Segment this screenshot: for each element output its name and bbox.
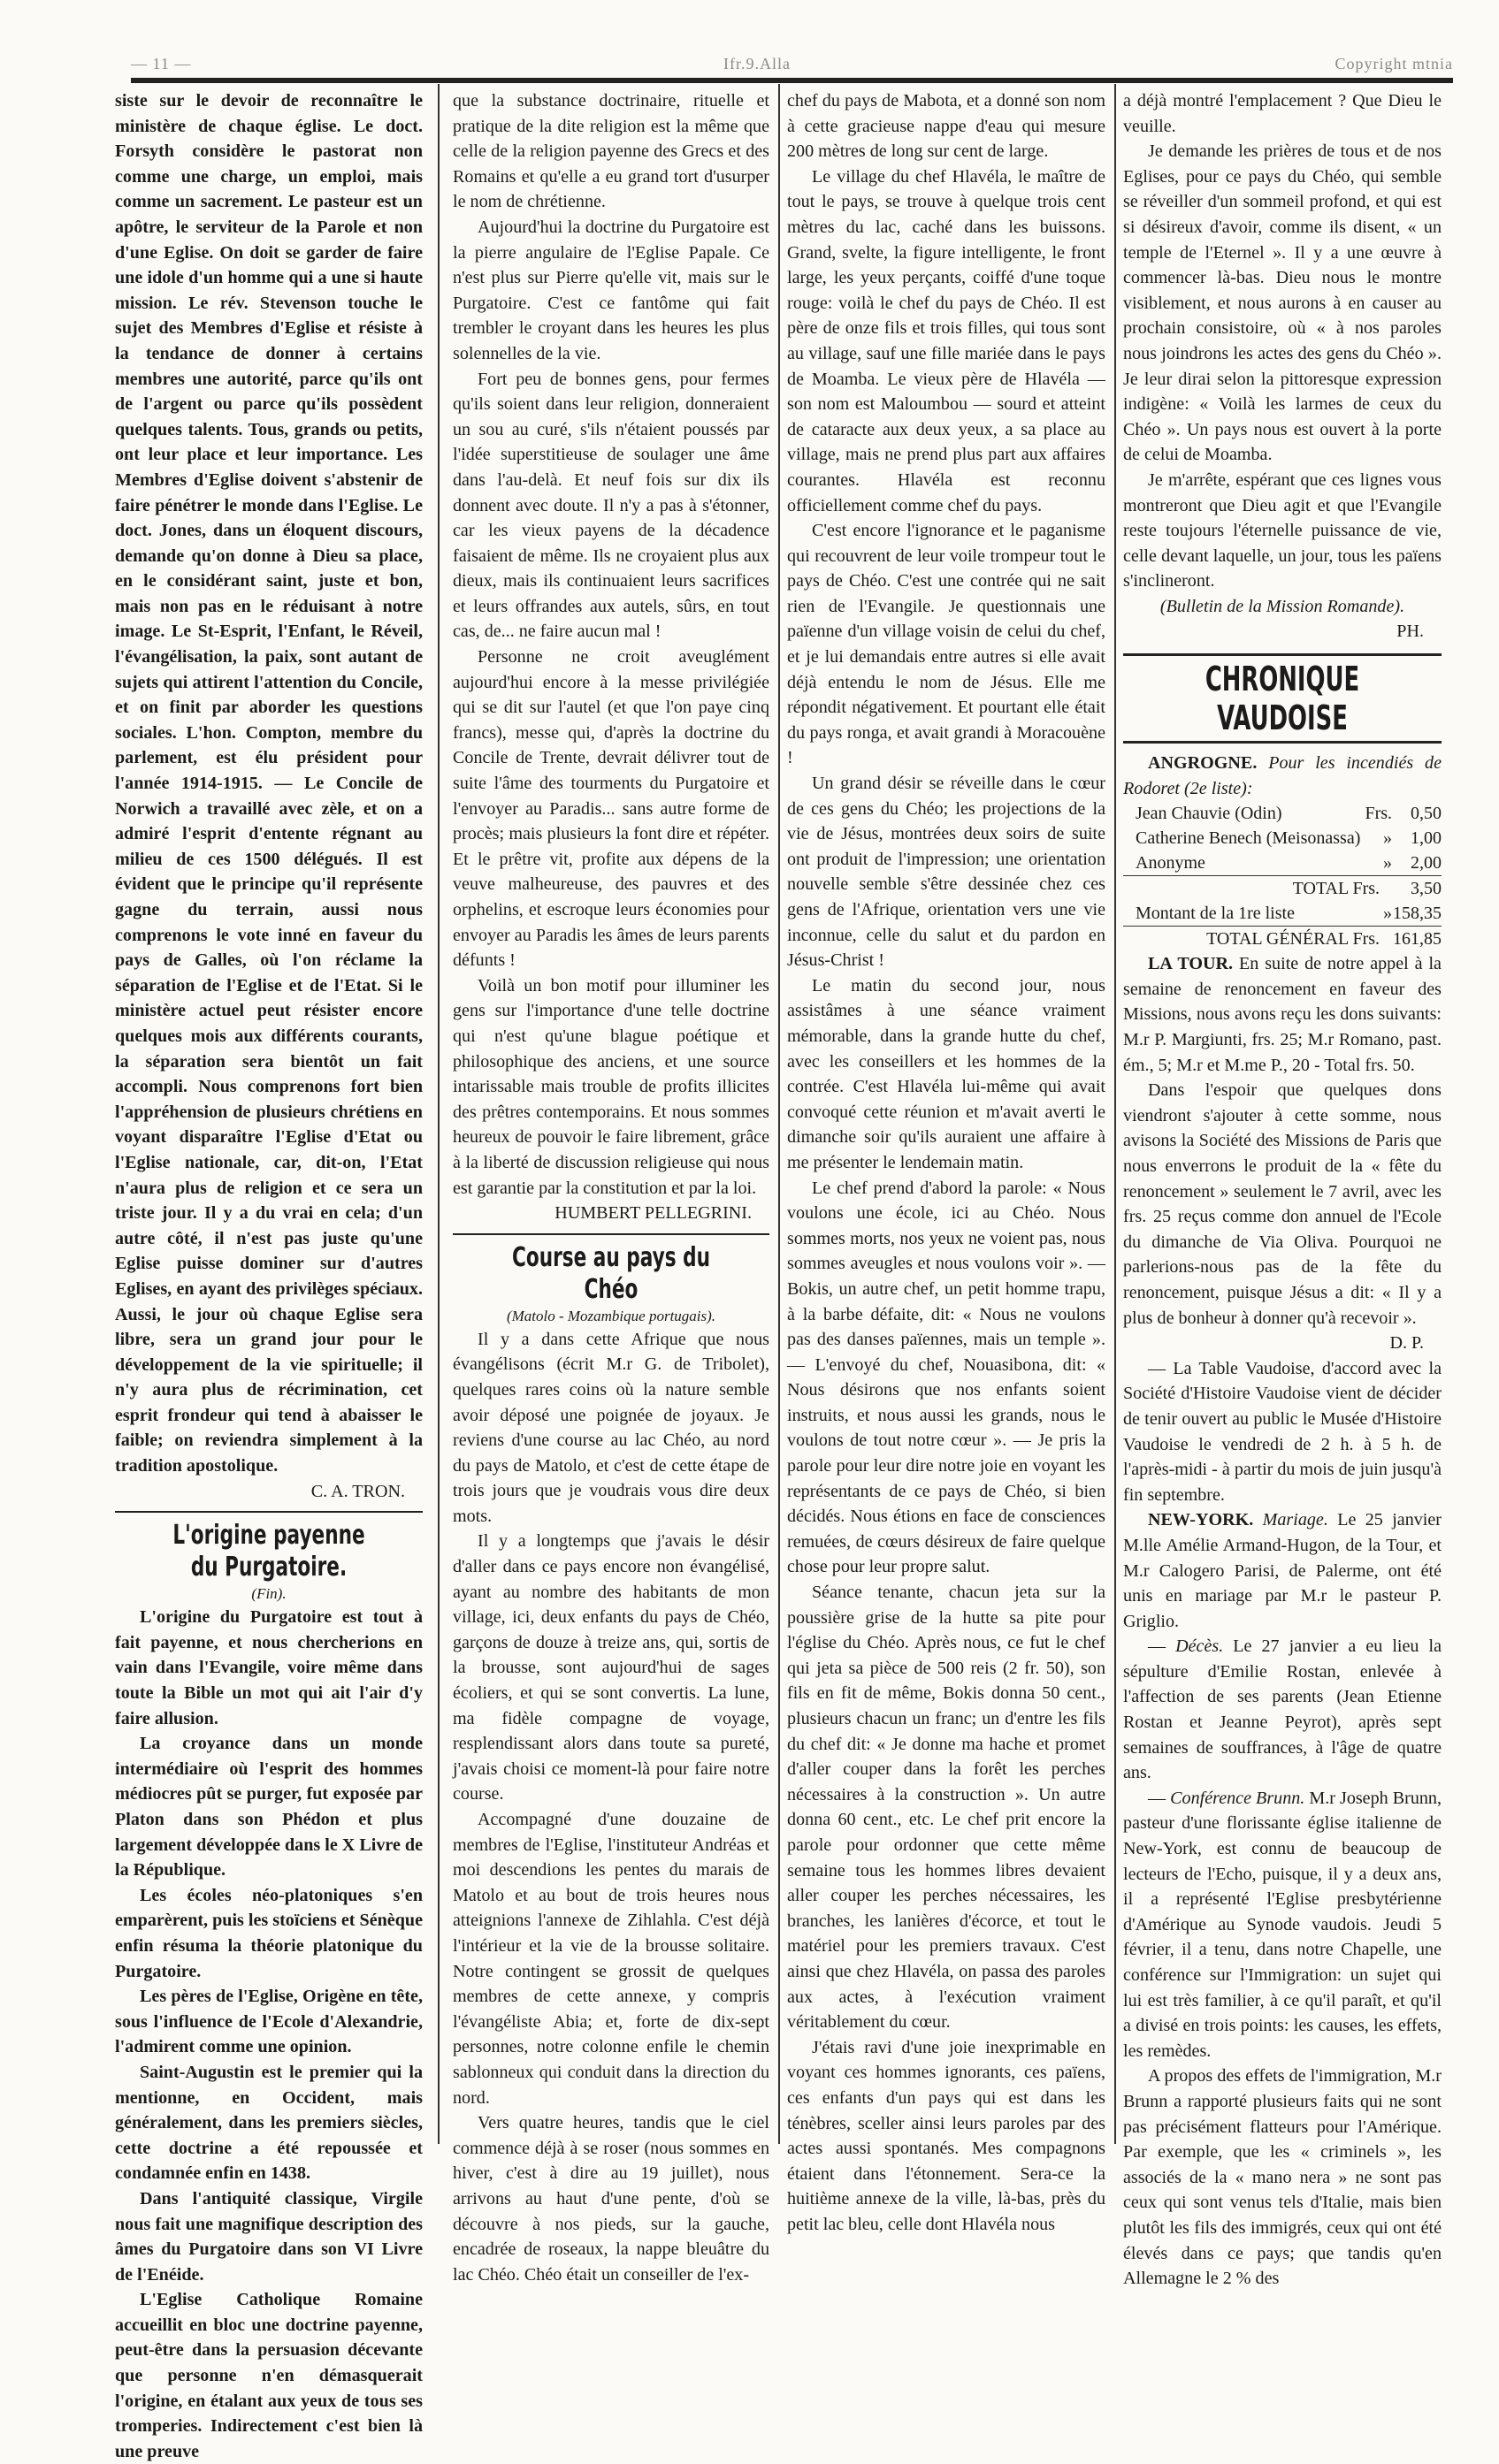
subscriber-unit: » — [1383, 853, 1393, 873]
header-right-mark: Copyright mtnia — [1335, 55, 1453, 72]
chronique-header — [1123, 653, 1442, 744]
article-paragraph: J'étais ravi d'une joie inexprimable en voyant ces hommes ignorants, ces païens, ces enfants d'un pays qui est dans les ténèbres, sceller ainsi leurs paroles par des actes aussi spontanés. Mes compagnons étaient dans l'étonnement. Sera-ce la huitième annexe de la ville, là-bas, près du petit lac bleu, celle dont Hlavéla nous — [787, 2037, 1105, 2234]
conference-label: Conférence Brunn. — [1170, 1788, 1305, 1808]
column-rule-3 — [1114, 84, 1116, 2144]
article-paragraph: chef du pays de Mabota, et a donné son nom à cette gracieuse nappe d'eau qui mesure 200 mètres de long sur cent de large. — [787, 91, 1105, 162]
article-signature: PH. — [1396, 622, 1424, 642]
place-name: LA TOUR. — [1148, 954, 1234, 974]
article-signature: C. A. TRON. — [310, 1481, 405, 1501]
article-paragraph: A propos des effets de l'immigration, M.r Brunn a rapporté plusieurs faits qui ne sont pas précisément flatteurs pour l'Amérique. Par exemple, que les « criminels », les associés de la « mano nera » ne sont pas ceux qui sont venus tels d'Italie, mais bien plutôt les fils des immigrés, ceux qui ont été élevés dans ce pays; que tandis qu'en Allemagne le 2 % des — [1123, 2066, 1442, 2289]
total-label: TOTAL Frs. — [1123, 876, 1392, 902]
article-paragraph: Vers quatre heures, tandis que le ciel commence déjà à se roser (nous sommes en hiver, c'est à dire au 19 juillet), nous arrivons au haut d'une pente, d'où se découvre à nos pieds, sur la gauche, encadrée de roseaux, la nappe bleuâtre du lac Chéo. Chéo était un conseiller de l'ex- — [453, 2113, 769, 2285]
header-center-mark: Ifr.9.Alla — [723, 55, 791, 72]
subscription-table — [1123, 801, 1442, 951]
article-paragraph: Personne ne croit aveuglément aujourd'hui encore à la messe privilégiée qui se dit sur l'autel (et que l'on paye cinq francs), messe qui, d'après la doctrine du Concile de Trente, devrait délivrer tout de suite l'âme des tourments du Purgatoire et l'envoyer au Paradis... sans autre forme de procès; mais plusieurs la font dire et répéter. Et le prêtre vit, profite aux dépens de la veuve malheureuse, des pauvres et des orphelins, et escroque leurs économies pour envoyer au Paradis les âmes de leurs parents défunts ! — [453, 647, 769, 971]
article-title-course: Course au pays du Chéo — [512, 1241, 710, 1305]
place-name: NEW-YORK. — [1148, 1510, 1254, 1530]
conference-text: M.r Joseph Brunn, pasteur d'une florissante église italienne de New-York, est connu de beaucoup de lecteurs de l'Echo, puisque, il y a deux ans, il a représenté l'Eglise presbytérienne d'Amérique au Synode vaudois. Jeudi 5 février, il a tenu, dans notre Chapelle, une conférence sur l'Immigration: un sujet qui lui est très familier, à ce qu'il paraît, et qu'il a divisé en trois points: les causes, les effets, les remèdes. — [1123, 1788, 1442, 2061]
subscriber-amount: 1,00 — [1411, 828, 1442, 849]
subscription-row — [1123, 826, 1442, 851]
column-3 — [787, 88, 1105, 2234]
article-signature: D. P. — [1389, 1333, 1424, 1354]
prev-amount: 158,35 — [1393, 904, 1442, 924]
column-2 — [453, 88, 769, 2285]
subscription-total-row — [1123, 876, 1442, 902]
article-paragraph: a déjà montré l'emplacement ? Que Dieu le veuille. — [1123, 91, 1442, 136]
article-paragraph: L'Eglise Catholique Romaine accueillit en bloc une doctrine payenne, peut-être dans la persuasion décevante que personne n'en démasquerait l'origine, en étalant aux yeux de tous ses tromperies. Indirectement c'est bien là une preuve — [115, 2290, 423, 2461]
subscriber-amount: 2,00 — [1411, 853, 1442, 873]
section-divider — [453, 1233, 769, 1235]
mariage-text: Le 25 janvier M.lle Amélie Armand-Hugon, de la Tour, et M.r Calogero Parisi, de Palerme, ont été unis en mariage par M.r le pasteur P. Griglio. — [1123, 1510, 1442, 1631]
article-source: (Bulletin de la Mission Romande). — [1159, 596, 1405, 616]
article-paragraph: Fort peu de bonnes gens, pour fermes qu'ils soient dans leur religion, donneraient un sou au curé, s'ils n'étaient poussés par l'idée superstitieuse de soulager une âme dans l'au-delà. Et neuf fois sur dix ils donnent avec doute. Il n'y a pas à s'étonner, car les vieux payens de la décadence faisaient de même. Ils ne croyaient plus aux dieux, mais ils continuaient leurs sacrifices et leurs offrandes aux autels, sûrs, en tout cas, de... ne faire aucun mal ! — [453, 369, 769, 642]
article-paragraph: C'est encore l'ignorance et le paganisme qui recouvrent de leur voile trompeur tout le pays de Chéo. C'est une contrée qui ne sait rien de l'Evangile. Je questionnais une païenne d'un village voisin de celui du chef, et je lui demandais entre autres si elle avait déjà entendu le nom de Jésus. Elle me répondit négativement. Et pourtant elle était du pays ronga, et avait grandi à Moracouène ! — [787, 521, 1105, 768]
header-page-number: — 11 — — [131, 55, 192, 72]
article-signature: HUMBERT PELLEGRINI. — [554, 1203, 752, 1224]
article-paragraph: Dans l'antiquité classique, Virgile nous fait une magnifique description des âmes du Purgatoire dans son VI Livre de l'Enéide. — [115, 2188, 423, 2285]
subscription-row — [1123, 851, 1442, 876]
grand-total-label: TOTAL GÉNÉRAL Frs. — [1123, 927, 1392, 952]
article-paragraph: Un grand désir se réveille dans le cœur de ces gens du Chéo; les projections de la vie de Jésus, montrées deux soirs de suite ont produit de l'impression; une orientation nouvelle semble s'être dessinée chez ces gens de l'Afrique, orientation vers une vie inconnue, celle du salut et du pardon en Jésus-Christ ! — [787, 774, 1105, 971]
subscriber-name: Catherine Benech (Meisonassa) — [1136, 828, 1361, 849]
article-paragraph: Il y a longtemps que j'avais le désir d'aller dans ce pays encore non évangélisé, ayant au nombre des habitants de mon village, ici, deux enfants du pays de Chéo, garçons de douze à treize ans, qui, sortis de la brousse, sont aujourd'hui de sages écoliers, et qui se sont convertis. La lune, ma fidèle compagne de voyage, resplendissant alors dans toute sa pureté, j'avais choisi ce moment-là pour faire notre course. — [453, 1531, 769, 1804]
subscriber-unit: » — [1383, 828, 1393, 849]
subscription-grand-row — [1123, 927, 1442, 952]
article-paragraph: Dans l'espoir que quelques dons viendront s'ajouter à cette somme, nous avisons la Société des Missions de Paris que nous enverrons le produit de la « fête du renoncement » seulement le 7 avril, avec les frs. 25 reçus comme don annuel de l'Ecole du dimanche de Via Oliva. Pourquoi ne parlerions-nous pas de la fête du renoncement, puisque Jésus a dit: « Il y a plus de bonheur à donner qu'à recevoir ». — [1123, 1080, 1442, 1328]
article-paragraph: Saint-Augustin est le premier qui la mentionne, en Occident, mais généralement, dans les premiers siècles, cette doctrine a été repoussée et condamnée enfin en 1438. — [115, 2062, 423, 2184]
column-rule-1 — [438, 84, 440, 2144]
article-paragraph: — La Table Vaudoise, d'accord avec la Société d'Histoire Vaudoise vient de décider de tenir ouvert au public le Musée d'Histoire Vaudoise le vendredi de 2 h. à 5 h. de l'après-midi - à partir du mois de juin jusqu'à fin septembre. — [1123, 1358, 1442, 1505]
subscription-row — [1123, 801, 1442, 826]
article-title-purgatoire: L'origine payenne du Purgatoire. — [172, 1520, 365, 1583]
conference-paragraph: — Conférence Brunn. M.r Joseph Brunn, pasteur d'une florissante église italienne de New-York, est connu de beaucoup de lecteurs de l'Echo, puisque, il y a deux ans, il a représenté l'Eglise presbytérienne d'Amérique au Synode vaudois. Jeudi 5 février, il a tenu, dans notre Chapelle, une conférence sur l'Immigration: un sujet qui lui est très familier, à ce qu'il paraît, et qu'il a divisé en trois points: les causes, les effets, les remèdes. — [1123, 1788, 1442, 2061]
article-paragraph: L'origine du Purgatoire est tout à fait payenne, et nous chercherions en vain dans l'Evangile, voire même dans toute la Bible un mot qui ait l'air d'y faire allusion. — [115, 1607, 423, 1728]
article-paragraph: siste sur le devoir de reconnaître le ministère de chaque église. Le doct. Forsyth considère le pastorat non comme une charge, un emploi, mais comme un sacrement. Le pasteur est un apôtre, le serviteur de la Parole et non d'une Eglise. On doit se garder de faire une idole d'un homme qui a une si haute mission. Le rév. Stevenson touche le sujet des Membres d'Eglise et résiste à la tendance de donner à certains membres une autorité, parce qu'ils ont de l'argent ou parce qu'ils possèdent quelques talents. Tous, grands ou petits, ont leur place et leur importance. Les Membres d'Eglise doivent s'abstenir de faire pénétrer le monde dans l'Eglise. Le doct. Jones, dans un éloquent discours, demande qu'on donne à Dieu sa place, en le considérant saint, juste et bon, mais non pas en le réduisant à notre image. Le St-Esprit, l'Enfant, le Réveil, l'évangélisation, la paix, sont autant de sujets qui attirent l'attention du Concile, et on finit par aborder les questions sociales. L'hon. Compton, membre du parlement, est élu président pour l'année 1914-1915. — Le Concile de Norwich a travaillé avec zèle, et on a admiré l'esprit d'entente régnant au milieu de ces 1500 délégués. Il est évident que le principe qu'il représente gagne du terrain, aussi nous comprenons le vote inné en faveur du pays de Galles, où l'on réclame la séparation de l'Eglise et de l'Etat. Si le ministère actuel peut résister encore quelques mois aux différents courants, la séparation sera bientôt un fait accompli. Nous comprenons fort bien l'appréhension de plusieurs chrétiens en voyant disparaître l'Eglise d'Etat ou l'Eglise nationale, car, dit-on, l'Etat n'aura plus de religion et ce sera un triste jour. Il y a du vrai en cela; d'un autre côté, il n'est pas juste qu'une Eglise puisse dominer sur d'autres Eglises, en ayant des privilèges spéciaux. Aussi, le jour où chaque Eglise sera libre, sera un grand jour pour le développement de la vie spirituelle; il n'y aura plus de récrimination, cet esprit frondeur qui tend à abaisser le faible; on reviendra simplement à la tradition apostolique. — [115, 91, 423, 1476]
subscriber-amount: 0,50 — [1411, 804, 1442, 824]
page-header-rule — [131, 55, 1453, 83]
article-paragraph: Je demande les prières de tous et de nos Eglises, pour ce pays du Chéo, qui semble se réveiller d'un sommeil profond, et qui est si désireux d'avoir, comme ils disent, « un temple de l'Eternel ». Il y a une œuvre à commencer là-bas. Dieu nous le montre visiblement, et nous aurons à en causer au prochain consistoire, où « à nos paroles nous joindrons les actes des gens du Chéo ». Je leur dirai selon la pittoresque expression indigène: « Voilà les larmes de ceux du Chéo ». Un pays nous est ouvert à la porte de celui de Moamba. — [1123, 141, 1442, 465]
prev-unit: » — [1383, 904, 1393, 924]
article-subtitle: (Fin). — [251, 1585, 287, 1603]
article-paragraph: Les pères de l'Eglise, Origène en tête, sous l'influence de l'Ecole d'Alexandrie, l'admirent comme une opinion. — [115, 1987, 423, 2057]
total-amount: 3,50 — [1392, 876, 1442, 902]
prev-label: Montant de la 1re liste — [1136, 904, 1295, 924]
subscriber-unit: Frs. — [1365, 804, 1393, 824]
column-1 — [115, 88, 423, 2461]
article-paragraph: Le chef prend d'abord la parole: « Nous voulons une école, ici au Chéo. Nous sommes morts, nos yeux ne voient pas, nous sommes aveugles et nous voulons voir ». — Bokis, un autre chef, un petit homme trapu, à la barbe défaite, dit: « Nous ne voulons pas des danses païennes, mais un temple ». — L'envoyé du chef, Nouasibona, dit: « Nous désirons que nos enfants soient instruits, et nous aussi les grands, nous le voulons de tout notre cœur ». — Je pris la parole pour leur dire notre joie en voyant les représentants de ce pays de Chéo, si bien décidés. Nous étions en face de consciences remuées, de cœurs désireux de faire quelque chose pour leur propre salut. — [787, 1178, 1105, 1577]
latour-text: En suite de notre appel à la semaine de renoncement en faveur des Missions, nous avons reçu les dons suivants: M.r P. Margiunti, frs. 25; M.r Romano, past. ém., 5; M.r et M.me P., 20 - Total frs. 50. — [1123, 954, 1442, 1075]
angrogne-text: Pour les incendiés de Rodoret (2e liste): — [1123, 753, 1442, 798]
article-paragraph: Il y a dans cette Afrique que nous évangélisons (écrit M.r G. de Tribolet), quelques rares coins où la nature semble avoir déposé une poignée de joyaux. Je reviens d'une course au lac Chéo, au nord du pays de Matolo, et c'est de cette étape de trois jours que je voudrais vous dire deux mots. — [453, 1329, 769, 1526]
article-paragraph: que la substance doctrinaire, rituelle et pratique de la dite religion est la même que celle de la religion payenne des Grecs et des Romains et qu'elle a eu grand tort d'usurper le nom de chrétienne. — [453, 91, 769, 212]
article-paragraph: Aujourd'hui la doctrine du Purgatoire est la pierre angulaire de l'Eglise Papale. Ce n'est plus sur Pierre qu'elle vit, mais sur le Purgatoire. C'est ce fantôme qui fait trembler le croyant dans les heures les plus solennelles de la vie. — [453, 217, 769, 363]
article-paragraph: Le village du chef Hlavéla, le maître de tout le pays, se trouve à quelque trois cent mètres du lac, caché dans les buissons. Grand, svelte, la figure intelligente, le front large, les yeux perçants, coiffé d'une toque rouge: voilà le chef du pays de Chéo. Il est père de onze fils et trois filles, qui tous sont au village, sauf une fille mariée dans le pays de Moamba. Le vieux père de Hlavéla — son nom est Maloumbou — sourd et atteint de cataracte aux deux yeux, a sa place au village, mais ne prend plus part aux affaires courantes. Hlavéla est reconnu officiellement comme chef du pays. — [787, 166, 1105, 515]
article-paragraph: Le matin du second jour, nous assistâmes à une séance vraiment mémorable, dans la grande hutte du chef, avec les conseillers et les hommes de la contrée. C'est Hlavéla lui-même qui avait convoqué cette réunion et m'avait averti le dimanche soir qu'ils auraient une affaire à me présenter le lendemain matin. — [787, 975, 1105, 1172]
newyork-paragraph — [1123, 1507, 1442, 1634]
chronique-title: CHRONIQUE VAUDOISE — [1205, 660, 1360, 738]
subscription-prev-row — [1123, 901, 1442, 927]
mariage-label: Mariage. — [1262, 1510, 1328, 1530]
section-divider — [115, 1511, 423, 1513]
article-paragraph: Séance tenante, chacun jeta sur la poussière grise de la hutte sa pite pour l'église du Chéo. Après nous, ce fut le chef qui jeta sa pièce de 500 reis (2 fr. 50), son fils en fit de même, Bokis donna 50 cent., plusieurs chacun un franc; un d'entre les fils du chef dit: « Je donne ma hache et promet d'aller couper dans la forêt les perches nécessaires à la construction ». Un autre donna 60 cent., etc. Le chef prit encore la parole pour ordonner que cette même semaine tous les hommes libres devaient aller couper les perches nécessaires, les branches, les lanières d'écorce, et tout le matériel pour les premiers travaux. C'est ainsi que chez Hlavéla, on passa des paroles aux actes, à l'exécution vraiment véritablement du cœur. — [787, 1583, 1105, 2033]
article-subtitle: (Matolo - Mozambique portugais). — [506, 1307, 716, 1324]
purgatoire-article — [115, 1605, 423, 2464]
angrogne-paragraph — [1123, 751, 1442, 801]
deces-label: Décès. — [1175, 1636, 1224, 1657]
latour-paragraph — [1123, 951, 1442, 1078]
article-paragraph: Accompagné d'une douzaine de membres de l'Eglise, l'instituteur Andréas et moi descendions les pentes du marais de Matolo et au bout de trois heures nous atteignions l'annexe de Zihlahla. C'est déjà l'intérieur et la vie de la brousse solitaire. Notre contingent se grossit de quelques membres de cette annexe, y compris l'évangéliste Abia; et, forte de dix-sept personnes, notre colonne enfile le chemin sablonneux qui conduit dans la direction du nord. — [453, 1810, 769, 2108]
column-rule-2 — [778, 84, 780, 2144]
article-paragraph: La croyance dans un monde intermédiaire où l'esprit des hommes médiocres pût se purger, fut exposée par Platon dans son Phédon et plus largement développée dans le X Livre de la République. — [115, 1734, 423, 1880]
subscriber-name: Anonyme — [1136, 853, 1205, 873]
column-4 — [1123, 88, 1442, 2289]
article-paragraph: Je m'arrête, espérant que ces lignes vous montreront que Dieu agit et que l'Evangile reste toujours l'éternelle puissance de vie, celle devant laquelle, un jour, tous les païens s'inclineront. — [1123, 469, 1442, 591]
article-paragraph: Les écoles néo-platoniques s'en emparèrent, puis les stoïciens et Sénèque enfin résuma la théorie platonique du Purgatoire. — [115, 1885, 423, 1981]
grand-total-amount: 161,85 — [1392, 927, 1442, 952]
deces-text: Le 27 janvier a eu lieu la sépulture d'Emilie Rostan, enlevée à l'affection de ses parents (Jean Etienne Rostan et Jeanne Peyrot), après sept semaines de souffrances, à l'âge de quatre ans. — [1123, 1636, 1442, 1783]
norwich-council-article — [115, 88, 423, 1479]
subscriber-name: Jean Chauvie (Odin) — [1136, 804, 1282, 824]
deces-paragraph: — Décès. Le 27 janvier a eu lieu la sépulture d'Emilie Rostan, enlevée à l'affection de ses parents (Jean Etienne Rostan et Jeanne Peyrot), après sept semaines de souffrances, à l'âge de quatre ans. — [1123, 1636, 1442, 1783]
place-name: ANGROGNE. — [1148, 753, 1258, 774]
article-paragraph: Voilà un bon motif pour illuminer les gens sur l'importance d'une telle doctrine qui n'est qu'une blague poétique et philosophique des anciens, et une source intarissable mais trouble de profits illicites des prêtres contemporains. Et nous sommes heureux de pouvoir le faire librement, grâce à la liberté de discussion religieuse qui nous est garantie par la constitution et par la loi. — [453, 975, 769, 1198]
